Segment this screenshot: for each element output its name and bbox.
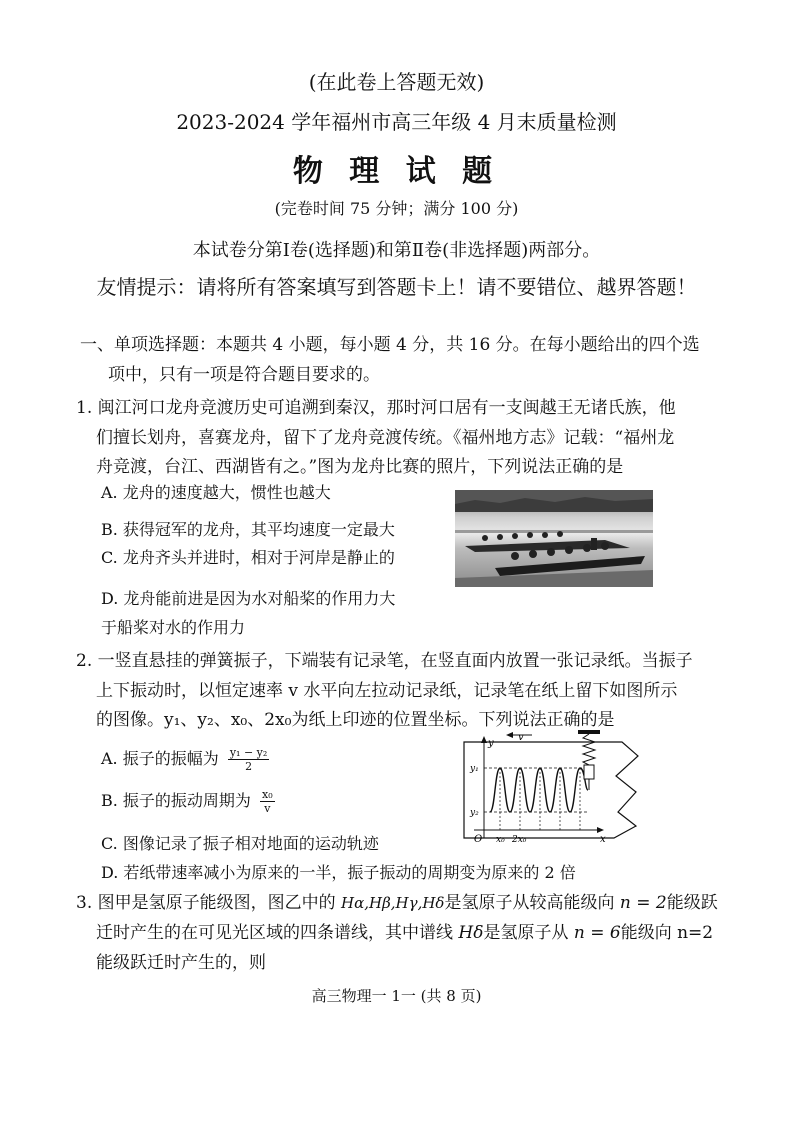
oscillation-curve: [490, 768, 588, 812]
q2-option-d: D. 若纸带速率减小为原来的一半，振子振动的周期变为原来的 2 倍: [101, 863, 576, 882]
q3-line1-b: 是氢原子从较高能级向: [444, 893, 615, 913]
q3-line2-b: 是氢原子从: [483, 923, 569, 943]
q3-stem-line3: 能级跃迁时产生的，则: [96, 953, 266, 973]
section-heading: 一、单项选择题：本题共 4 小题，每小题 4 分，共 16 分。在每小题给出的四个选: [80, 335, 700, 355]
exam-title: 2023-2024 学年福州市高三年级 4 月末质量检测: [176, 110, 617, 134]
q1-option-d: D. 龙舟能前进是因为水对船桨的作用力大: [101, 589, 396, 608]
y2-label: y₂: [470, 808, 479, 818]
y-axis-label: y: [488, 738, 494, 749]
q2-stem-line2: 上下振动时，以恒定速率 v 水平向左拉动记录纸，记录笔在纸上留下如图所示: [96, 681, 678, 701]
q2-option-a: [101, 744, 269, 774]
q2-option-a-prefix: A. 振子的振幅为: [101, 749, 219, 768]
origin-label: O: [474, 834, 483, 844]
y-axis-arrow-icon: [481, 736, 487, 743]
q3-line1-symbols: Hα,Hβ,Hγ,Hδ: [341, 894, 445, 912]
q1-stem-line3: 舟竞渡，台江、西湖皆有之。”图为龙舟比赛的照片，下列说法正确的是: [96, 457, 624, 477]
page-footer: 高三物理一 1一 (共 8 页): [311, 987, 482, 1005]
subject-title: 物 理 试 题: [292, 154, 501, 189]
q3-line2-symbol: Hδ: [458, 923, 484, 943]
q3-stem-line2: [96, 918, 713, 948]
spring-coil: [583, 734, 595, 765]
velocity-arrow-icon: [506, 732, 513, 738]
friendly-tip: 友情提示：请将所有答案填写到答题卡上！请不要错位、越界答题！: [96, 275, 697, 299]
q3-line1-c: 能级跃: [666, 893, 718, 913]
dragon-boat-photo: [455, 490, 653, 587]
q2-stem-line1: 2. 一竖直悬挂的弹簧振子，下端装有记录笔，在竖直面内放置一张记录纸。当振子: [76, 651, 693, 671]
q3-line2-a: 迁时产生的在可见光区域的四条谱线，其中谱线: [96, 923, 453, 943]
invalid-note: (在此卷上答题无效): [308, 70, 485, 94]
q1-option-a: A. 龙舟的速度越大，惯性也越大: [101, 483, 331, 502]
q3-stem-line1: [76, 888, 718, 918]
x-axis-label: x: [600, 834, 606, 844]
q2-option-b-numerator: x₀: [262, 788, 273, 801]
x-axis-arrow-icon: [597, 827, 604, 833]
q2-option-b: [101, 786, 275, 816]
oscillator-mass: [584, 765, 594, 779]
x0-label: x₀: [496, 835, 505, 844]
q2-option-c: C. 图像记录了振子相对地面的运动轨迹: [101, 834, 379, 853]
q3-line2-n: n = 6: [573, 923, 621, 943]
q1-option-d-cont: 于船桨对水的作用力: [101, 618, 246, 637]
q1-stem-line1: 1. 闽江河口龙舟竞渡历史可追溯到秦汉，那时河口居有一支闽越王无诸氏族，他: [76, 398, 676, 418]
q2-option-a-denominator: 2: [245, 760, 253, 773]
exam-time: (完卷时间 75 分钟；满分 100 分): [274, 199, 519, 218]
q2-stem-line3: 的图像。y₁、y₂、x₀、2x₀为纸上印迹的位置坐标。下列说法正确的是: [96, 710, 615, 730]
q1-option-b: B. 获得冠军的龙舟，其平均速度一定最大: [101, 520, 395, 539]
parts-note: 本试卷分第Ⅰ卷(选择题)和第Ⅱ卷(非选择题)两部分。: [192, 240, 601, 261]
spring-support: [578, 730, 600, 734]
q2-option-a-numerator: y₁ − y₂: [229, 746, 268, 759]
q3-line1-n: n = 2: [619, 893, 667, 913]
oscillator-diagram: [462, 730, 684, 844]
recording-paper-outline: [464, 742, 638, 838]
section-heading-cont: 项中，只有一项是符合题目要求的。: [108, 365, 380, 385]
velocity-label: v: [518, 732, 524, 743]
2x0-label: 2x₀: [512, 835, 527, 844]
q1-option-c: C. 龙舟齐头并进时，相对于河岸是静止的: [101, 548, 395, 567]
q2-option-b-prefix: B. 振子的振动周期为: [101, 791, 251, 810]
q2-option-b-denominator: v: [264, 802, 271, 815]
q3-line1-a: 3. 图甲是氢原子能级图，图乙中的: [76, 893, 336, 913]
y1-label: y₁: [470, 764, 479, 774]
q1-stem-line2: 们擅长划舟，喜赛龙舟，留下了龙舟竞渡传统。《福州地方志》记载：“福州龙: [96, 428, 675, 448]
q3-line2-c: 能级向 n=2: [620, 923, 714, 943]
